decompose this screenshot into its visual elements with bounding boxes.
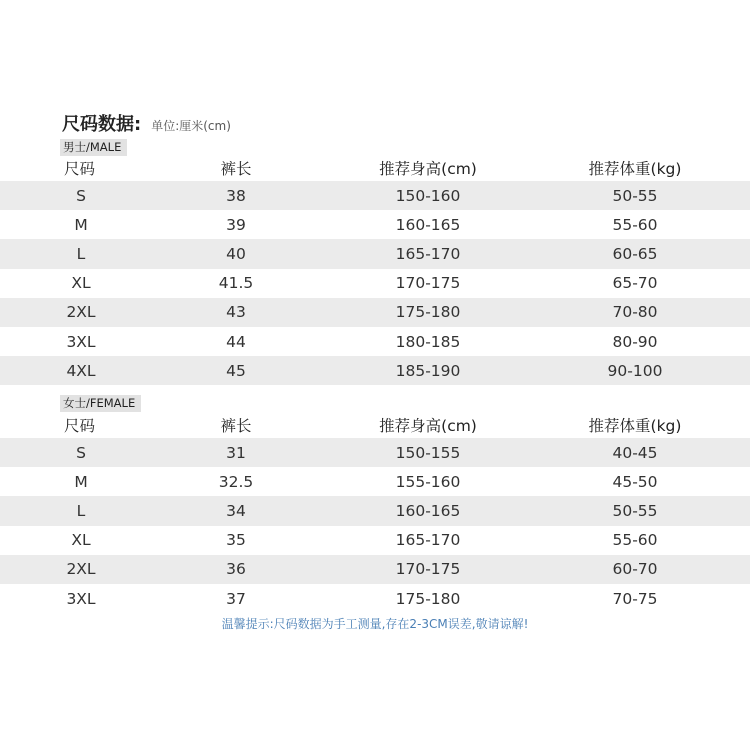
size-cell: M — [74, 472, 88, 491]
length-cell: 31 — [226, 443, 246, 462]
size-cell: S — [76, 186, 86, 205]
weight-cell: 50-55 — [612, 501, 658, 520]
weight-cell: 70-75 — [612, 589, 658, 608]
unit-label: 单位:厘米(cm) — [151, 119, 231, 133]
header-height: 推荐身高(cm) — [379, 417, 477, 435]
length-cell: 41.5 — [218, 274, 254, 293]
table-row — [0, 327, 750, 356]
female-table-header — [0, 412, 750, 438]
length-cell: 40 — [226, 244, 246, 263]
table-row — [0, 526, 750, 555]
size-cell: 2XL — [66, 303, 96, 322]
male-table-header — [0, 155, 750, 181]
measurement-note: 温馨提示:尺码数据为手工测量,存在2-3CM误差,敬请谅解! — [221, 617, 529, 631]
weight-cell: 90-100 — [607, 361, 663, 380]
size-cell: 3XL — [66, 589, 96, 608]
height-cell: 170-175 — [395, 274, 461, 293]
length-cell: 43 — [226, 303, 246, 322]
page-title: 尺码数据: — [62, 114, 142, 135]
weight-cell: 55-60 — [612, 215, 658, 234]
header-length: 裤长 — [220, 417, 252, 435]
length-cell: 38 — [226, 186, 246, 205]
length-cell: 34 — [226, 501, 246, 520]
table-row — [0, 239, 750, 268]
size-cell: 2XL — [66, 560, 96, 579]
table-row — [0, 438, 750, 467]
length-cell: 44 — [226, 332, 246, 351]
male-section-label: 男士/MALE — [60, 139, 127, 156]
female-size-table — [0, 412, 750, 613]
length-cell: 35 — [226, 531, 246, 550]
length-cell: 45 — [226, 361, 246, 380]
length-cell: 37 — [226, 589, 246, 608]
header-size: 尺码 — [64, 160, 96, 178]
weight-cell: 50-55 — [612, 186, 658, 205]
length-cell: 32.5 — [218, 472, 254, 491]
table-row — [0, 467, 750, 496]
height-cell: 165-170 — [395, 244, 461, 263]
table-row — [0, 181, 750, 210]
size-cell: 4XL — [66, 361, 96, 380]
weight-cell: 65-70 — [612, 274, 658, 293]
length-cell: 36 — [226, 560, 246, 579]
weight-cell: 55-60 — [612, 531, 658, 550]
header-weight: 推荐体重(kg) — [588, 160, 682, 178]
weight-cell: 45-50 — [612, 472, 658, 491]
header-length: 裤长 — [220, 160, 252, 178]
header-size: 尺码 — [64, 417, 96, 435]
table-row — [0, 269, 750, 298]
height-cell: 175-180 — [395, 589, 461, 608]
height-cell: 160-165 — [395, 215, 461, 234]
height-cell: 160-165 — [395, 501, 461, 520]
height-cell: 175-180 — [395, 303, 461, 322]
size-cell: L — [76, 501, 86, 520]
height-cell: 165-170 — [395, 531, 461, 550]
length-cell: 39 — [226, 215, 246, 234]
male-size-table — [0, 155, 750, 385]
table-row — [0, 496, 750, 525]
height-cell: 155-160 — [395, 472, 461, 491]
size-cell: S — [76, 443, 86, 462]
table-row — [0, 298, 750, 327]
height-cell: 185-190 — [395, 361, 461, 380]
header-height: 推荐身高(cm) — [379, 160, 477, 178]
height-cell: 150-155 — [395, 443, 461, 462]
table-row — [0, 356, 750, 385]
weight-cell: 40-45 — [612, 443, 658, 462]
weight-cell: 70-80 — [612, 303, 658, 322]
height-cell: 150-160 — [395, 186, 461, 205]
size-cell: 3XL — [66, 332, 96, 351]
weight-cell: 80-90 — [612, 332, 658, 351]
weight-cell: 60-65 — [612, 244, 658, 263]
female-section-label: 女士/FEMALE — [60, 395, 141, 412]
table-row — [0, 210, 750, 239]
size-cell: XL — [71, 274, 91, 293]
size-cell: L — [76, 244, 86, 263]
table-row — [0, 555, 750, 584]
size-cell: M — [74, 215, 88, 234]
title-row — [62, 110, 231, 140]
height-cell: 180-185 — [395, 332, 461, 351]
table-row — [0, 584, 750, 613]
header-weight: 推荐体重(kg) — [588, 417, 682, 435]
height-cell: 170-175 — [395, 560, 461, 579]
size-cell: XL — [71, 531, 91, 550]
weight-cell: 60-70 — [612, 560, 658, 579]
